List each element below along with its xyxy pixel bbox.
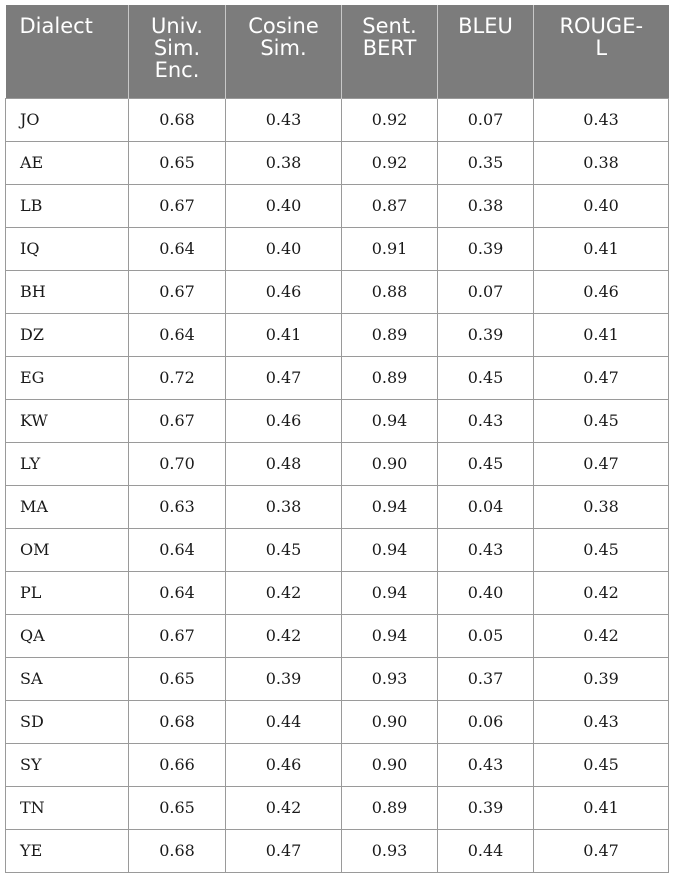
cell-rouge-l: 0.47 bbox=[534, 829, 669, 872]
cell-bleu: 0.38 bbox=[438, 184, 534, 227]
cell-rouge-l: 0.45 bbox=[534, 399, 669, 442]
cell-sent-bert: 0.93 bbox=[342, 657, 438, 700]
cell-sent-bert: 0.94 bbox=[342, 614, 438, 657]
cell-rouge-l: 0.40 bbox=[534, 184, 669, 227]
cell-dialect: LY bbox=[6, 442, 129, 485]
cell-univ-sim-enc: 0.67 bbox=[129, 184, 226, 227]
cell-sent-bert: 0.93 bbox=[342, 829, 438, 872]
cell-rouge-l: 0.47 bbox=[534, 356, 669, 399]
cell-sent-bert: 0.92 bbox=[342, 141, 438, 184]
cell-cosine-sim: 0.47 bbox=[226, 829, 342, 872]
cell-bleu: 0.43 bbox=[438, 399, 534, 442]
cell-cosine-sim: 0.43 bbox=[226, 98, 342, 141]
table-row bbox=[6, 829, 669, 872]
table-row bbox=[6, 399, 669, 442]
cell-univ-sim-enc: 0.68 bbox=[129, 700, 226, 743]
cell-sent-bert: 0.94 bbox=[342, 571, 438, 614]
cell-cosine-sim: 0.40 bbox=[226, 227, 342, 270]
cell-bleu: 0.06 bbox=[438, 700, 534, 743]
cell-dialect: IQ bbox=[6, 227, 129, 270]
cell-bleu: 0.43 bbox=[438, 743, 534, 786]
cell-rouge-l: 0.43 bbox=[534, 700, 669, 743]
cell-dialect: KW bbox=[6, 399, 129, 442]
cell-bleu: 0.35 bbox=[438, 141, 534, 184]
cell-rouge-l: 0.46 bbox=[534, 270, 669, 313]
cell-bleu: 0.39 bbox=[438, 786, 534, 829]
cell-rouge-l: 0.45 bbox=[534, 528, 669, 571]
cell-univ-sim-enc: 0.64 bbox=[129, 313, 226, 356]
cell-cosine-sim: 0.41 bbox=[226, 313, 342, 356]
cell-rouge-l: 0.38 bbox=[534, 485, 669, 528]
cell-univ-sim-enc: 0.66 bbox=[129, 743, 226, 786]
cell-sent-bert: 0.90 bbox=[342, 442, 438, 485]
header-bleu: BLEU bbox=[438, 5, 534, 98]
header-dialect: Dialect bbox=[6, 5, 129, 98]
cell-dialect: LB bbox=[6, 184, 129, 227]
cell-sent-bert: 0.90 bbox=[342, 743, 438, 786]
cell-dialect: QA bbox=[6, 614, 129, 657]
cell-univ-sim-enc: 0.67 bbox=[129, 399, 226, 442]
cell-rouge-l: 0.45 bbox=[534, 743, 669, 786]
cell-univ-sim-enc: 0.65 bbox=[129, 657, 226, 700]
header-univ-sim-enc: Univ. Sim. Enc. bbox=[129, 5, 226, 98]
cell-univ-sim-enc: 0.68 bbox=[129, 829, 226, 872]
cell-cosine-sim: 0.40 bbox=[226, 184, 342, 227]
results-table bbox=[5, 5, 669, 873]
cell-rouge-l: 0.42 bbox=[534, 614, 669, 657]
cell-dialect: MA bbox=[6, 485, 129, 528]
table-row bbox=[6, 313, 669, 356]
cell-dialect: BH bbox=[6, 270, 129, 313]
header-cosine-sim: Cosine Sim. bbox=[226, 5, 342, 98]
cell-sent-bert: 0.89 bbox=[342, 356, 438, 399]
cell-bleu: 0.05 bbox=[438, 614, 534, 657]
cell-univ-sim-enc: 0.64 bbox=[129, 571, 226, 614]
cell-sent-bert: 0.91 bbox=[342, 227, 438, 270]
cell-sent-bert: 0.94 bbox=[342, 485, 438, 528]
cell-dialect: JO bbox=[6, 98, 129, 141]
cell-bleu: 0.40 bbox=[438, 571, 534, 614]
cell-cosine-sim: 0.42 bbox=[226, 786, 342, 829]
header-rouge-l: ROUGE- L bbox=[534, 5, 669, 98]
cell-cosine-sim: 0.48 bbox=[226, 442, 342, 485]
cell-bleu: 0.07 bbox=[438, 98, 534, 141]
cell-univ-sim-enc: 0.72 bbox=[129, 356, 226, 399]
cell-cosine-sim: 0.45 bbox=[226, 528, 342, 571]
cell-sent-bert: 0.87 bbox=[342, 184, 438, 227]
cell-rouge-l: 0.41 bbox=[534, 786, 669, 829]
header-sent-bert: Sent. BERT bbox=[342, 5, 438, 98]
cell-sent-bert: 0.90 bbox=[342, 700, 438, 743]
cell-sent-bert: 0.94 bbox=[342, 528, 438, 571]
cell-cosine-sim: 0.42 bbox=[226, 571, 342, 614]
cell-univ-sim-enc: 0.65 bbox=[129, 141, 226, 184]
cell-cosine-sim: 0.38 bbox=[226, 485, 342, 528]
table-body bbox=[6, 98, 669, 872]
table-row bbox=[6, 700, 669, 743]
table-row bbox=[6, 227, 669, 270]
cell-dialect: AE bbox=[6, 141, 129, 184]
cell-bleu: 0.04 bbox=[438, 485, 534, 528]
cell-dialect: OM bbox=[6, 528, 129, 571]
table-row bbox=[6, 743, 669, 786]
cell-cosine-sim: 0.46 bbox=[226, 743, 342, 786]
cell-rouge-l: 0.43 bbox=[534, 98, 669, 141]
cell-cosine-sim: 0.44 bbox=[226, 700, 342, 743]
cell-univ-sim-enc: 0.67 bbox=[129, 614, 226, 657]
cell-rouge-l: 0.39 bbox=[534, 657, 669, 700]
cell-bleu: 0.39 bbox=[438, 227, 534, 270]
cell-dialect: SA bbox=[6, 657, 129, 700]
cell-sent-bert: 0.89 bbox=[342, 313, 438, 356]
cell-dialect: YE bbox=[6, 829, 129, 872]
cell-dialect: DZ bbox=[6, 313, 129, 356]
cell-bleu: 0.45 bbox=[438, 356, 534, 399]
cell-bleu: 0.43 bbox=[438, 528, 534, 571]
table-row bbox=[6, 184, 669, 227]
cell-cosine-sim: 0.42 bbox=[226, 614, 342, 657]
header-row bbox=[6, 5, 669, 98]
results-table-container bbox=[5, 5, 668, 873]
cell-sent-bert: 0.89 bbox=[342, 786, 438, 829]
cell-bleu: 0.39 bbox=[438, 313, 534, 356]
table-row bbox=[6, 485, 669, 528]
cell-sent-bert: 0.88 bbox=[342, 270, 438, 313]
table-header bbox=[6, 5, 669, 98]
cell-dialect: SD bbox=[6, 700, 129, 743]
table-row bbox=[6, 356, 669, 399]
cell-cosine-sim: 0.47 bbox=[226, 356, 342, 399]
table-row bbox=[6, 98, 669, 141]
cell-cosine-sim: 0.38 bbox=[226, 141, 342, 184]
cell-dialect: SY bbox=[6, 743, 129, 786]
cell-bleu: 0.44 bbox=[438, 829, 534, 872]
cell-rouge-l: 0.38 bbox=[534, 141, 669, 184]
cell-rouge-l: 0.42 bbox=[534, 571, 669, 614]
cell-cosine-sim: 0.46 bbox=[226, 399, 342, 442]
cell-rouge-l: 0.47 bbox=[534, 442, 669, 485]
cell-rouge-l: 0.41 bbox=[534, 313, 669, 356]
cell-sent-bert: 0.92 bbox=[342, 98, 438, 141]
cell-univ-sim-enc: 0.64 bbox=[129, 227, 226, 270]
table-row bbox=[6, 141, 669, 184]
cell-dialect: TN bbox=[6, 786, 129, 829]
table-row bbox=[6, 571, 669, 614]
table-row bbox=[6, 786, 669, 829]
cell-univ-sim-enc: 0.64 bbox=[129, 528, 226, 571]
cell-dialect: EG bbox=[6, 356, 129, 399]
cell-univ-sim-enc: 0.68 bbox=[129, 98, 226, 141]
cell-rouge-l: 0.41 bbox=[534, 227, 669, 270]
table-row bbox=[6, 657, 669, 700]
cell-univ-sim-enc: 0.63 bbox=[129, 485, 226, 528]
table-row bbox=[6, 528, 669, 571]
table-row bbox=[6, 442, 669, 485]
table-row bbox=[6, 614, 669, 657]
cell-bleu: 0.45 bbox=[438, 442, 534, 485]
cell-dialect: PL bbox=[6, 571, 129, 614]
cell-bleu: 0.37 bbox=[438, 657, 534, 700]
table-row bbox=[6, 270, 669, 313]
cell-univ-sim-enc: 0.70 bbox=[129, 442, 226, 485]
cell-cosine-sim: 0.46 bbox=[226, 270, 342, 313]
cell-univ-sim-enc: 0.65 bbox=[129, 786, 226, 829]
cell-sent-bert: 0.94 bbox=[342, 399, 438, 442]
cell-univ-sim-enc: 0.67 bbox=[129, 270, 226, 313]
cell-cosine-sim: 0.39 bbox=[226, 657, 342, 700]
cell-bleu: 0.07 bbox=[438, 270, 534, 313]
